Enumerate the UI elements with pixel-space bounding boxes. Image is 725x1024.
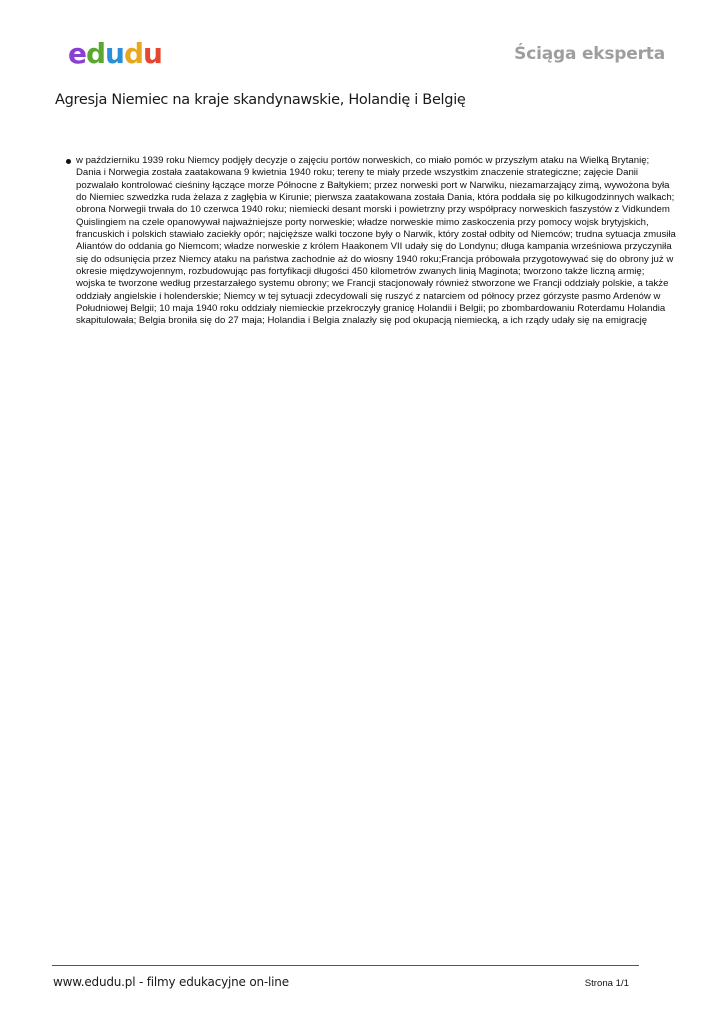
list-item-text: w październiku 1939 roku Niemcy podjęły decyzje o zajęciu portów norweskich, co miało pomóc w przyszłym ataku na Wielką Brytanię; Dania i Norwegia została zaatakowana 9 kwietnia 1940 roku; tereny te miały przede wszystkim znaczenie strategiczne; zajęcie Danii pozwalało kontrolować cieśniny łączące morze Północne z Bałtykiem; przez norweski port w Narwiku, niezamarzający zimą, wywożona była do Niemiec szwedzka ruda żelaza z zagłębia w Kirunie; pierwsza zaatakowana została Dania, która poddała się po kilkugodzinnych walkach; obrona Norwegii trwała do 10 czerwca 1940 roku; niemiecki desant morski i powietrzny przy współpracy norweskich faszystów z Vidkundem Quislingiem na czele opanowywał najważniejsze porty norweskie; władze norweskie mimo zaskoczenia przy pomocy wojsk brytyjskich, francuskich i polskich stawiało zaciekły opór; najcięższe walki toczone były o Narwik, który został odbity od Niemców; trudna sytuacja zmusiła Aliantów do oddania go Niemcom; władze norweskie z królem Haakonem VII udały się do Londynu; długa kampania wrześniowa przyczyniła się do odsunięcia przez Niemcy ataku na państwa zachodnie aż do wiosny 1940 roku;Francja próbowała przygotowywać się do obrony już w okresie międzywojennym, rozbudowując pas fortyfikacji długości 450 kilometrów zwanych linią Maginota; tworzono także liczną armię; wojska te tworzone według przestarzałego systemu obrony; we Francji stacjonowały również stworzone we Francji oddziały polskie, a także oddziały angielskie i holenderskie; Niemcy w tej sytuacji zdecydowali się ruszyć z natarciem od północy przez górzyste pasmo Ardenów w Południowej Belgii; 10 maja 1940 roku oddziały niemieckie przekroczyły granicę Holandii i Belgii; po zbombardowaniu Roterdamu Holandia skapitulowała; Belgia broniła się do 27 maja; Holandia i Belgia znalazły się pod okupacją niemiecką, a ich rządy udały się na emigrację <box>76 155 676 327</box>
footer-website: www.edudu.pl - filmy edukacyjne on-line <box>53 975 289 989</box>
page-number: Strona 1/1 <box>584 978 629 989</box>
bullet-list <box>66 155 676 328</box>
header-label: Ściąga eksperta <box>514 44 665 64</box>
edudu-logo <box>68 36 162 72</box>
footer-divider <box>52 965 639 966</box>
bullet-icon <box>66 159 71 164</box>
page-title: Agresja Niemiec na kraje skandynawskie, Holandię i Belgię <box>55 92 466 108</box>
logo-letter: d <box>123 37 144 70</box>
logo-text <box>68 36 162 72</box>
logo-letter: e <box>68 37 86 70</box>
logo-letter: u <box>105 37 124 70</box>
logo-letter: d <box>86 37 106 70</box>
document-body <box>66 155 676 328</box>
list-item <box>66 155 676 328</box>
logo-letter: u <box>143 37 162 70</box>
